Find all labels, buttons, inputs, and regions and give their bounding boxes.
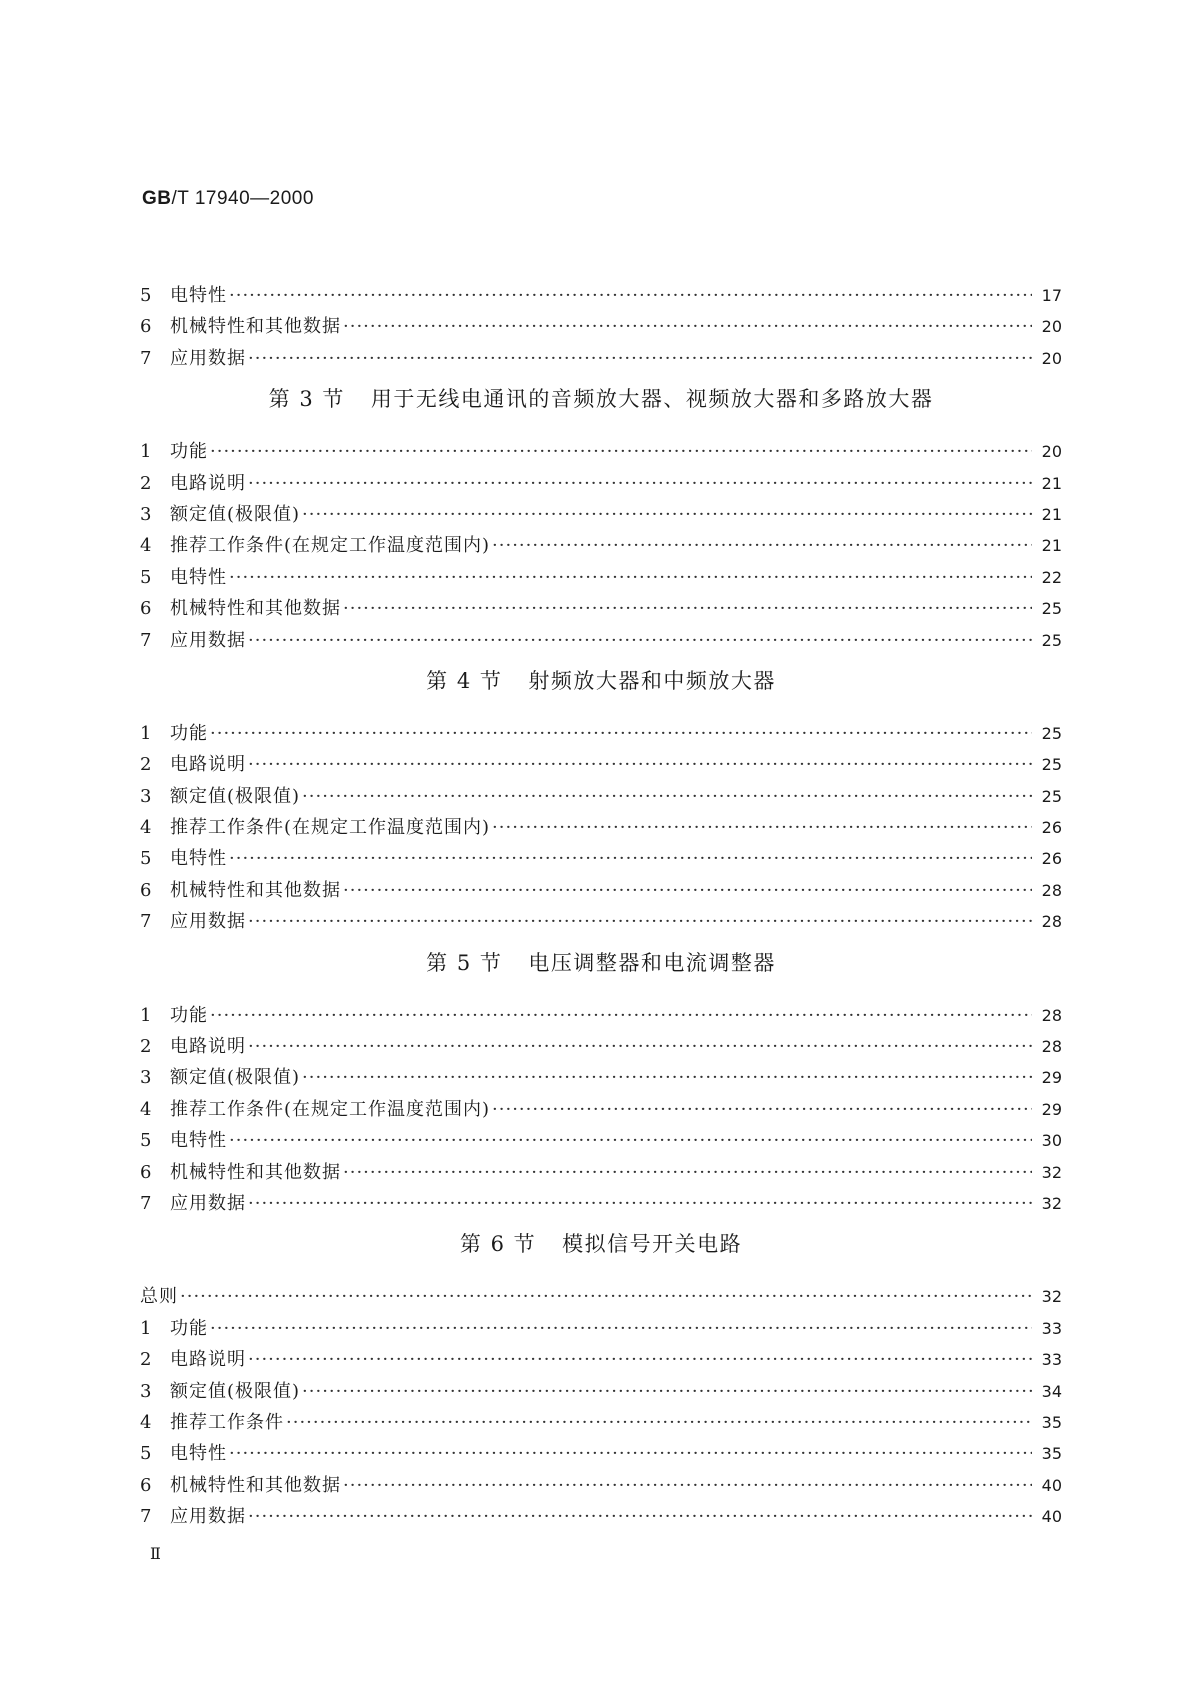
toc-entry-title: 电路说明 (170, 1349, 246, 1371)
toc-entry-page: 32 (1041, 1287, 1062, 1307)
toc-entry-title: 电特性 (170, 285, 227, 306)
toc-entry-number: 1 (140, 441, 152, 463)
toc-entry-page: 26 (1041, 849, 1062, 869)
toc-entry-page: 35 (1041, 1412, 1062, 1432)
toc-entry-title: 电特性 (170, 566, 227, 588)
toc-entry[interactable] (140, 499, 1062, 530)
toc-entry-page: 33 (1041, 1318, 1062, 1338)
toc-entry-title: 应用数据 (170, 1506, 246, 1528)
dot-leader (229, 562, 1032, 593)
dot-leader (248, 1188, 1032, 1219)
dot-leader (302, 1062, 1032, 1093)
toc-entry[interactable] (140, 1281, 1062, 1312)
toc-entry-title: 功能 (170, 441, 208, 463)
dot-leader (343, 593, 1032, 624)
dot-leader (248, 625, 1032, 656)
dot-leader (248, 468, 1032, 499)
toc-entry-page: 40 (1041, 1507, 1062, 1527)
toc-entry-title: 电特性 (170, 1443, 227, 1465)
table-of-contents (140, 280, 1062, 1533)
toc-entry-title: 功能 (170, 1004, 208, 1026)
standard-prefix: GB (142, 188, 172, 209)
toc-entry[interactable] (140, 625, 1062, 656)
toc-entry-page: 30 (1041, 1131, 1062, 1151)
toc-entry-page: 25 (1041, 786, 1062, 806)
toc-entry-number: 1 (140, 1004, 152, 1026)
dot-leader (492, 1094, 1032, 1125)
section-heading (140, 1219, 1062, 1281)
toc-entry-page: 21 (1041, 504, 1062, 524)
toc-entry-number: 7 (140, 347, 152, 369)
dot-leader (180, 1281, 1032, 1312)
toc-entry-title: 机械特性和其他数据 (170, 598, 341, 620)
section-label: 第 3 节 (268, 387, 345, 412)
toc-entry[interactable] (140, 1376, 1062, 1407)
toc-entry-title: 功能 (170, 722, 208, 744)
toc-entry-title: 应用数据 (170, 1192, 246, 1214)
toc-entry-page: 35 (1041, 1444, 1062, 1464)
section-heading (140, 374, 1062, 436)
toc-entry-page: 21 (1041, 473, 1062, 493)
toc-entry-title: 推荐工作条件(在规定工作温度范围内) (170, 535, 491, 557)
toc-entry[interactable] (140, 1000, 1062, 1031)
toc-entry[interactable] (140, 1188, 1062, 1219)
toc-entry-number: 2 (140, 1036, 152, 1058)
toc-entry-page: 32 (1041, 1193, 1062, 1213)
toc-entry-title: 额定值(极限值) (170, 785, 301, 807)
toc-entry-number: 3 (140, 503, 152, 525)
toc-entry[interactable] (140, 562, 1062, 593)
dot-leader (343, 311, 1032, 342)
section-label: 第 6 节 (459, 1232, 537, 1257)
toc-entry-number: 2 (140, 1349, 152, 1371)
dot-leader (248, 343, 1032, 374)
toc-entry-title: 电路说明 (170, 472, 246, 494)
dot-leader (248, 749, 1032, 780)
toc-entry-page: 32 (1041, 1162, 1062, 1182)
toc-entry-title: 应用数据 (170, 629, 246, 651)
toc-entry-page: 25 (1041, 599, 1062, 619)
toc-entry-number: 3 (140, 1067, 152, 1089)
dot-leader (248, 1501, 1032, 1532)
dot-leader (343, 1470, 1032, 1501)
toc-entry-page: 28 (1041, 1005, 1062, 1025)
toc-entry-number: 6 (140, 879, 152, 901)
toc-entry-number: 4 (140, 1098, 152, 1120)
toc-entry[interactable] (140, 1031, 1062, 1062)
toc-entry-title: 机械特性和其他数据 (170, 1474, 341, 1496)
toc-entry-title: 推荐工作条件(在规定工作温度范围内) (170, 1098, 491, 1120)
dot-leader (343, 1157, 1032, 1188)
toc-entry-page: 29 (1041, 1099, 1062, 1119)
toc-entry[interactable] (140, 1094, 1062, 1125)
toc-entry-number: 4 (140, 1411, 152, 1433)
toc-entry[interactable] (140, 343, 1062, 374)
section-heading (140, 938, 1062, 1000)
toc-entry[interactable] (140, 1344, 1062, 1375)
toc-entry-number: 4 (140, 817, 152, 839)
toc-entry-number: 2 (140, 754, 152, 776)
section-title: 模拟信号开关电路 (562, 1232, 743, 1257)
toc-entry-page: 25 (1041, 755, 1062, 775)
section-label: 第 4 节 (426, 668, 503, 693)
toc-entry-title: 电特性 (170, 1130, 227, 1152)
dot-leader (210, 718, 1032, 749)
toc-entry-page: 20 (1041, 317, 1062, 337)
section-label: 第 5 节 (426, 950, 503, 975)
toc-entry[interactable] (140, 530, 1062, 561)
toc-entry-page: 25 (1041, 723, 1062, 743)
dot-leader (302, 1376, 1032, 1407)
document-code (142, 188, 314, 210)
toc-entry-number: 7 (140, 1192, 152, 1214)
toc-entry-page: 28 (1041, 912, 1062, 932)
dot-leader (492, 530, 1032, 561)
toc-entry-title: 机械特性和其他数据 (170, 879, 341, 901)
toc-entry-number: 5 (140, 285, 152, 306)
toc-entry-page: 25 (1041, 630, 1062, 650)
toc-entry-number: 1 (140, 722, 152, 744)
dot-leader (229, 1125, 1032, 1156)
toc-entry-title: 总则 (140, 1286, 178, 1308)
toc-entry[interactable] (140, 1125, 1062, 1156)
toc-entry-title: 功能 (170, 1317, 208, 1339)
toc-entry[interactable] (140, 280, 1062, 311)
toc-entry[interactable] (140, 436, 1062, 467)
toc-entry-number: 7 (140, 629, 152, 651)
toc-entry-page: 22 (1041, 567, 1062, 587)
toc-entry-number: 7 (140, 911, 152, 933)
toc-entry[interactable] (140, 1313, 1062, 1344)
toc-entry-number: 5 (140, 848, 152, 870)
toc-entry-number: 6 (140, 316, 152, 338)
dot-leader (210, 1313, 1032, 1344)
toc-entry-page: 20 (1041, 348, 1062, 368)
dot-leader (229, 280, 1032, 311)
toc-entry-number: 6 (140, 1474, 152, 1496)
toc-entry-page: 20 (1041, 442, 1062, 462)
toc-entry[interactable] (140, 468, 1062, 499)
toc-entry[interactable] (140, 593, 1062, 624)
dot-leader (248, 1031, 1032, 1062)
standard-number: /T 17940—2000 (171, 188, 314, 209)
toc-entry-title: 应用数据 (170, 911, 246, 933)
toc-entry-number: 5 (140, 1130, 152, 1152)
toc-entry-page: 26 (1041, 818, 1062, 838)
toc-entry[interactable] (140, 718, 1062, 749)
toc-entry[interactable] (140, 1470, 1062, 1501)
toc-entry-number: 2 (140, 472, 152, 494)
toc-entry[interactable] (140, 906, 1062, 937)
dot-leader (210, 436, 1032, 467)
dot-leader (286, 1407, 1032, 1438)
toc-entry[interactable] (140, 1157, 1062, 1188)
section-title: 用于无线电通讯的音频放大器、视频放大器和多路放大器 (370, 387, 934, 412)
toc-entry[interactable] (140, 843, 1062, 874)
page-number-footer: Ⅱ (150, 1544, 161, 1563)
toc-entry-number: 3 (140, 1380, 152, 1402)
toc-entry-number: 3 (140, 785, 152, 807)
toc-entry-page: 21 (1041, 536, 1062, 556)
toc-entry[interactable] (140, 812, 1062, 843)
section-title: 电压调整器和电流调整器 (528, 950, 776, 975)
section-heading (140, 656, 1062, 718)
toc-entry-page: 29 (1041, 1068, 1062, 1088)
toc-entry-page: 33 (1041, 1350, 1062, 1370)
dot-leader (302, 499, 1032, 530)
toc-entry-title: 额定值(极限值) (170, 1067, 301, 1089)
toc-entry-page: 17 (1041, 286, 1062, 305)
toc-entry-number: 6 (140, 1161, 152, 1183)
toc-entry-number: 5 (140, 566, 152, 588)
section-title: 射频放大器和中频放大器 (528, 668, 776, 693)
toc-entry[interactable] (140, 1438, 1062, 1469)
toc-entry-page: 28 (1041, 1037, 1062, 1057)
dot-leader (229, 843, 1032, 874)
toc-entry-number: 7 (140, 1506, 152, 1528)
toc-entry[interactable] (140, 1501, 1062, 1532)
toc-entry-page: 28 (1041, 880, 1062, 900)
dot-leader (492, 812, 1032, 843)
dot-leader (248, 906, 1032, 937)
toc-entry-title: 额定值(极限值) (170, 503, 301, 525)
toc-entry-title: 机械特性和其他数据 (170, 316, 341, 338)
toc-entry-number: 6 (140, 598, 152, 620)
toc-entry[interactable] (140, 749, 1062, 780)
dot-leader (248, 1344, 1032, 1375)
dot-leader (343, 875, 1032, 906)
toc-entry-number: 1 (140, 1317, 152, 1339)
toc-entry[interactable] (140, 781, 1062, 812)
toc-entry-title: 应用数据 (170, 347, 246, 369)
dot-leader (229, 1438, 1032, 1469)
dot-leader (210, 1000, 1032, 1031)
toc-entry[interactable] (140, 311, 1062, 342)
toc-entry[interactable] (140, 1407, 1062, 1438)
toc-entry-title: 推荐工作条件 (170, 1411, 284, 1433)
toc-entry-title: 电路说明 (170, 754, 246, 776)
dot-leader (302, 781, 1032, 812)
toc-entry-title: 推荐工作条件(在规定工作温度范围内) (170, 817, 491, 839)
toc-entry-title: 额定值(极限值) (170, 1380, 301, 1402)
toc-entry-page: 34 (1041, 1381, 1062, 1401)
toc-entry-title: 机械特性和其他数据 (170, 1161, 341, 1183)
toc-entry-number: 5 (140, 1443, 152, 1465)
toc-entry-number: 4 (140, 535, 152, 557)
toc-entry[interactable] (140, 875, 1062, 906)
toc-entry-title: 电路说明 (170, 1036, 246, 1058)
toc-entry-page: 40 (1041, 1475, 1062, 1495)
toc-entry-title: 电特性 (170, 848, 227, 870)
toc-entry[interactable] (140, 1062, 1062, 1093)
